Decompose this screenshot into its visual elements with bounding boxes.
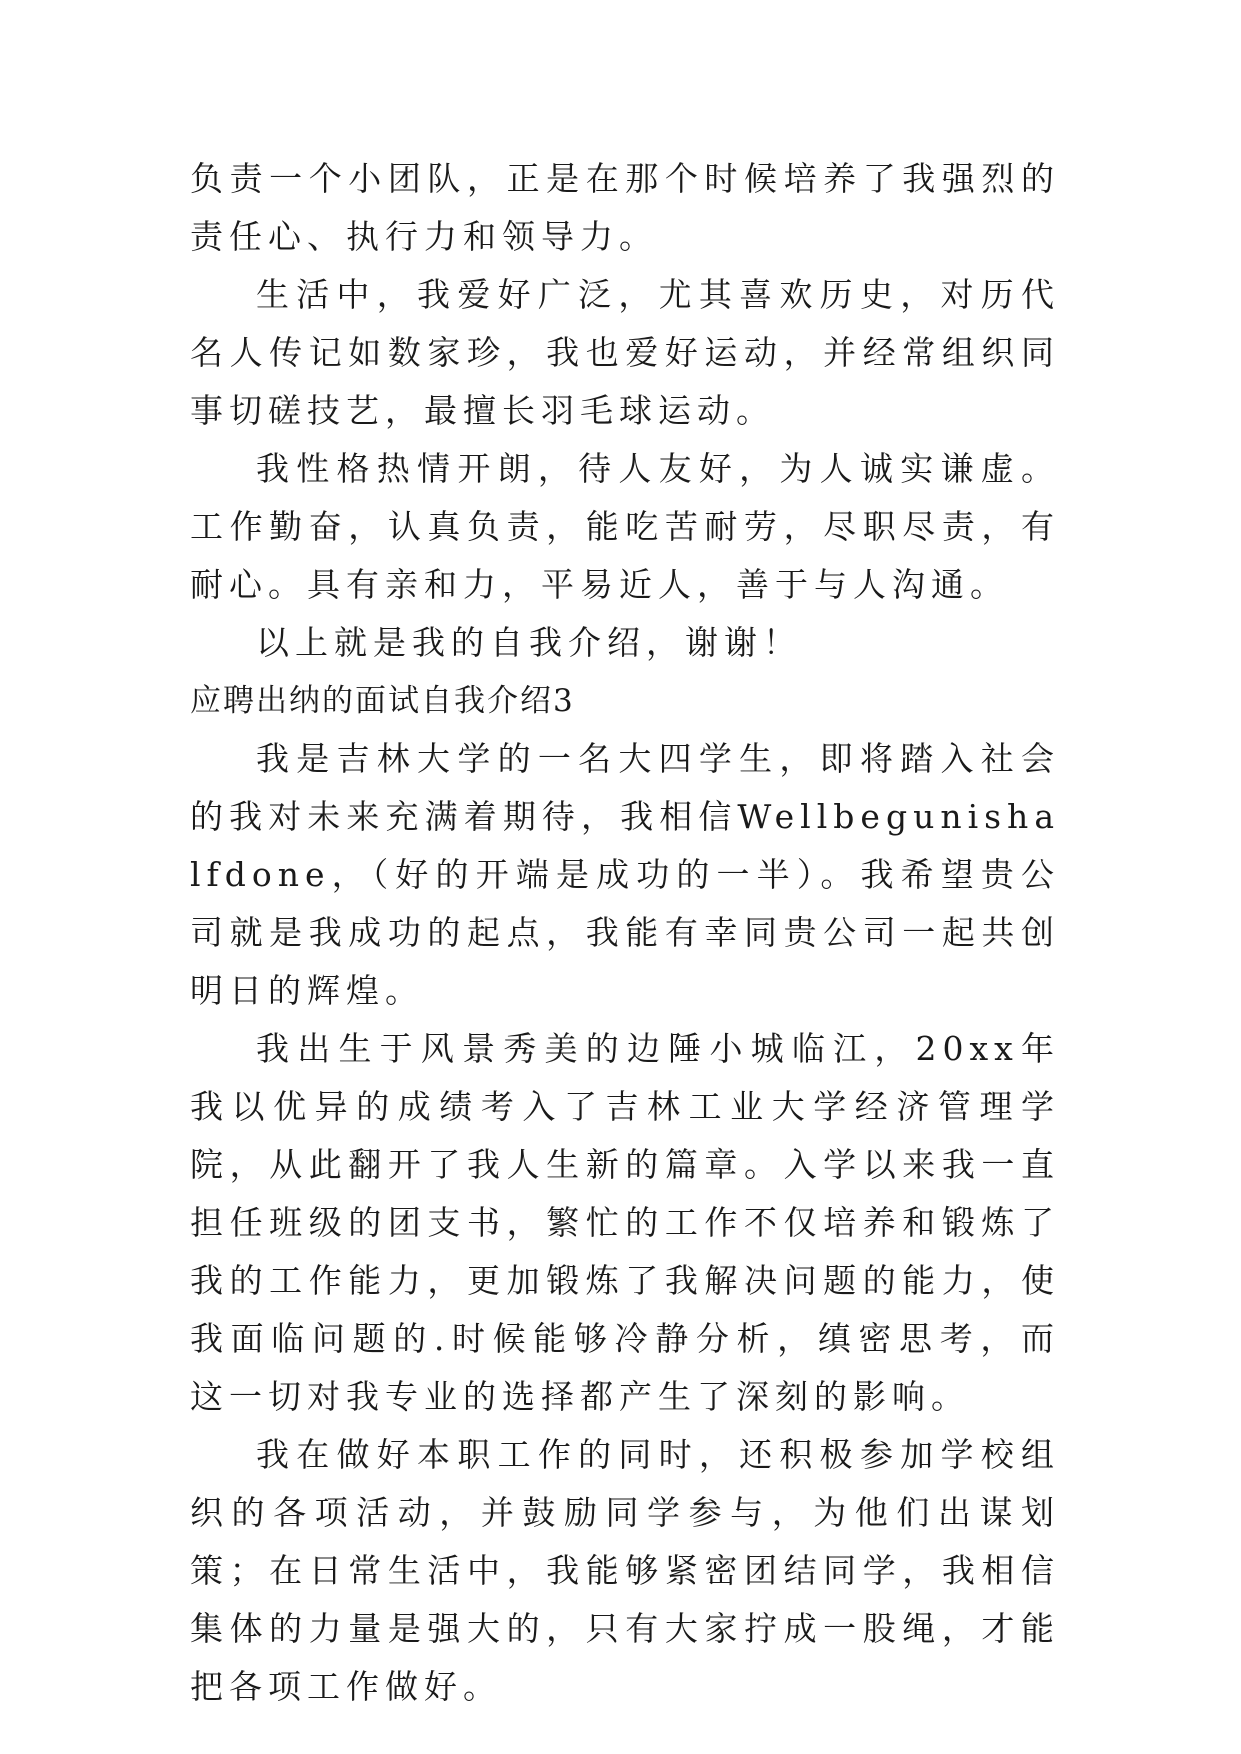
section-title: 应聘出纳的面试自我介绍3 xyxy=(190,683,575,719)
paragraph-hobbies: 生活中，我爱好广泛，尤其喜欢历史，对历代名人传记如数家珍，我也爱好运动，并经常组织同事切磋技艺，最擅长羽毛球运动。 xyxy=(190,275,1060,430)
paragraph-intro: 我是吉林大学的一名大四学生，即将踏入社会的我对未来充满着期待，我相信Wellbegunishalfdone，（好的开端是成功的一半）。我希望贵公司就是我成功的起点，我能有幸同贵公司一起共创明日的辉煌。 xyxy=(190,739,1060,1010)
paragraph-personality: 我性格热情开朗，待人友好，为人诚实谦虚。工作勤奋，认真负责，能吃苦耐劳，尽职尽责，有耐心。具有亲和力，平易近人，善于与人沟通。 xyxy=(190,449,1060,604)
paragraph-activities: 我在做好本职工作的同时，还积极参加学校组织的各项活动，并鼓励同学参与，为他们出谋划策；在日常生活中，我能够紧密团结同学，我相信集体的力量是强大的，只有大家拧成一股绳，才能把各项工作做好。 xyxy=(190,1435,1060,1706)
paragraph-continued: 负责一个小团队，正是在那个时候培养了我强烈的责任心、执行力和领导力。 xyxy=(190,159,1060,256)
paragraph-closing: 以上就是我的自我介绍，谢谢！ xyxy=(256,623,802,662)
paragraph-background: 我出生于风景秀美的边陲小城临江，20xx年我以优异的成绩考入了吉林工业大学经济管理学院，从此翻开了我人生新的篇章。入学以来我一直担任班级的团支书，繁忙的工作不仅培养和锻炼了我的工作能力，更加锻炼了我解决问题的能力，使我面临问题的.时候能够冷静分析，缜密思考，而这一切对我专业的选择都产生了深刻的影响。 xyxy=(190,1029,1060,1416)
document-page xyxy=(190,150,1060,1716)
